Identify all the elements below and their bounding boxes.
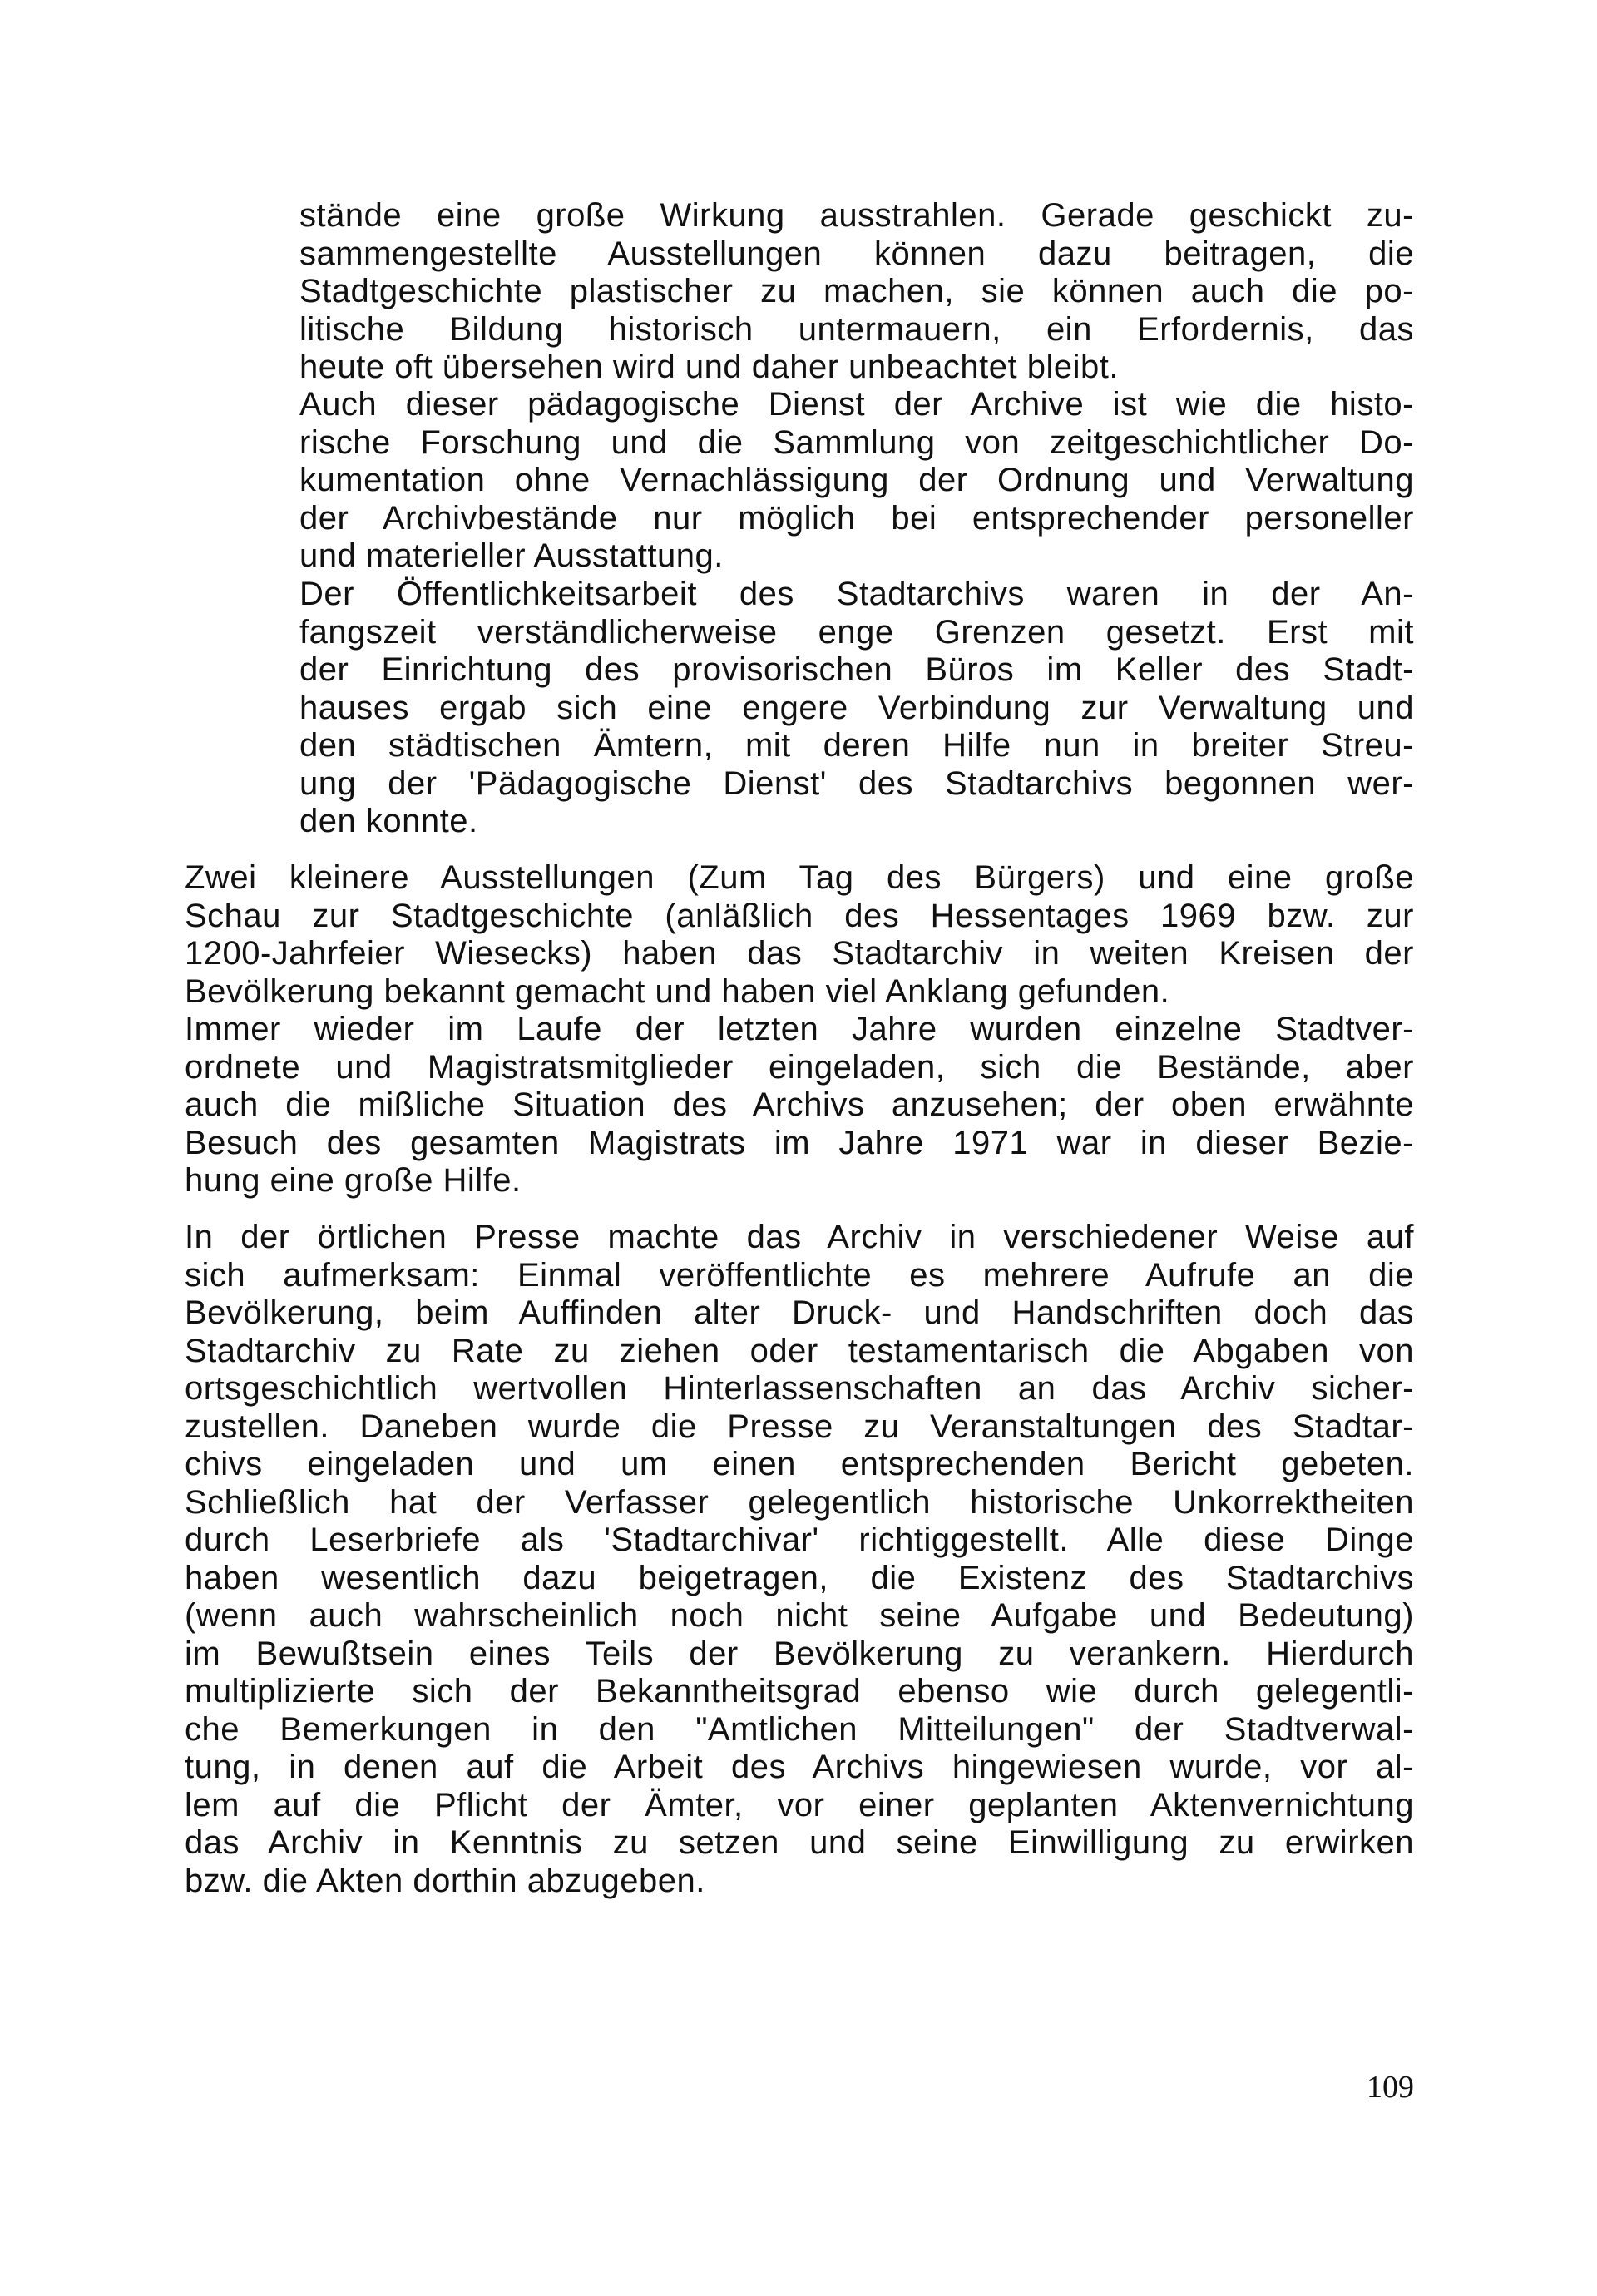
paragraph-pedagogical-service <box>299 386 1414 576</box>
text-line: lem auf die Pflicht der Ämter, vor einer geplanten Aktenvernichtung <box>185 1786 1414 1823</box>
text-line: heute oft übersehen wird und daher unbeachtet bleibt. <box>299 349 1119 385</box>
paragraph-two-exhibitions <box>185 859 1414 1011</box>
paragraph-public-relations <box>299 576 1414 841</box>
text-line: durch Leserbriefe als 'Stadtarchivar' richtiggestellt. Alle diese Dinge <box>185 1522 1414 1558</box>
text-line: haben wesentlich dazu beigetragen, die Existenz des Stadtarchivs <box>185 1559 1414 1596</box>
text-line: (wenn auch wahrscheinlich noch nicht seine Aufgabe und Bedeutung) <box>185 1597 1414 1634</box>
text-line: Zwei kleinere Ausstellungen (Zum Tag des Bürgers) und eine große <box>185 859 1414 896</box>
paragraph-council-visits <box>185 1011 1414 1200</box>
text-line: Stadtarchiv zu Rate zu ziehen oder testamentarisch die Abgaben von <box>185 1332 1414 1369</box>
text-line: stände eine große Wirkung ausstrahlen. Gerade geschickt zu- <box>299 197 1414 234</box>
text-line: zustellen. Daneben wurde die Presse zu Veranstaltungen des Stadtar- <box>185 1408 1414 1445</box>
text-line: ortsgeschichtlich wertvollen Hinterlassenschaften an das Archiv sicher- <box>185 1370 1414 1407</box>
text-line: Der Öffentlichkeitsarbeit des Stadtarchivs waren in der An- <box>299 576 1414 612</box>
text-line: sammengestellte Ausstellungen können dazu beitragen, die <box>299 235 1414 272</box>
text-line: hauses ergab sich eine engere Verbindung zur Verwaltung und <box>299 689 1414 726</box>
text-line: der Einrichtung des provisorischen Büros im Keller des Stadt- <box>299 651 1414 688</box>
text-line: tung, in denen auf die Arbeit des Archivs hingewiesen wurde, vor al- <box>185 1749 1414 1785</box>
text-line: im Bewußtsein eines Teils der Bevölkerung zu verankern. Hierdurch <box>185 1635 1414 1672</box>
text-line: Stadtgeschichte plastischer zu machen, sie können auch die po- <box>299 273 1414 309</box>
text-line: chivs eingeladen und um einen entsprechenden Bericht gebeten. <box>185 1446 1414 1482</box>
text-line: Immer wieder im Laufe der letzten Jahre wurden einzelne Stadtver- <box>185 1011 1414 1047</box>
paragraph-exhibitions-impact <box>299 197 1414 387</box>
text-line: rische Forschung und die Sammlung von zeitgeschichtlicher Do- <box>299 423 1414 461</box>
paragraph-local-press <box>185 1219 1414 1900</box>
text-line: hung eine große Hilfe. <box>185 1162 522 1199</box>
text-line: litische Bildung historisch untermauern, ein Erfordernis, das <box>299 310 1414 348</box>
text-line: In der örtlichen Presse machte das Archiv in verschiedener Weise auf <box>185 1219 1414 1255</box>
text-line: der Archivbestände nur möglich bei entsprechender personeller <box>299 499 1414 537</box>
text-line: ordnete und Magistratsmitglieder eingeladen, sich die Bestände, aber <box>185 1048 1414 1086</box>
text-line: Schau zur Stadtgeschichte (anläßlich des Hessentages 1969 bzw. zur <box>185 897 1414 934</box>
text-line: das Archiv in Kenntnis zu setzen und seine Einwilligung zu erwirken <box>185 1824 1414 1861</box>
text-line: multiplizierte sich der Bekanntheitsgrad ebenso wie durch gelegentli- <box>185 1673 1414 1710</box>
text-line: ung der 'Pädagogische Dienst' des Stadtarchivs begonnen wer- <box>299 765 1414 802</box>
text-line: Schließlich hat der Verfasser gelegentlich historische Unkorrektheiten <box>185 1483 1414 1521</box>
text-line: den städtischen Ämtern, mit deren Hilfe nun in breiter Streu- <box>299 727 1414 764</box>
text-line: den konnte. <box>299 803 478 839</box>
text-line: fangszeit verständlicherweise enge Grenzen gesetzt. Erst mit <box>299 613 1414 651</box>
text-line: Besuch des gesamten Magistrats im Jahre 1971 war in dieser Bezie- <box>185 1124 1414 1161</box>
text-line: che Bemerkungen in den "Amtlichen Mitteilungen" der Stadtverwal- <box>185 1710 1414 1748</box>
text-line: Auch dieser pädagogische Dienst der Archive ist wie die histo- <box>299 386 1414 423</box>
text-line: Bevölkerung, beim Auffinden alter Druck- und Handschriften doch das <box>185 1294 1414 1331</box>
text-line: Bevölkerung bekannt gemacht und haben viel Anklang gefunden. <box>185 972 1170 1010</box>
text-line: auch die mißliche Situation des Archivs anzusehen; der oben erwähnte <box>185 1086 1414 1123</box>
text-line: 1200-Jahrfeier Wiesecks) haben das Stadtarchiv in weiten Kreisen der <box>185 935 1414 972</box>
text-line: und materieller Ausstattung. <box>299 537 724 574</box>
text-line: sich aufmerksam: Einmal veröffentlichte es mehrere Aufrufe an die <box>185 1256 1414 1294</box>
text-line: bzw. die Akten dorthin abzugeben. <box>185 1862 705 1899</box>
page-number: 109 <box>1367 2070 1414 2105</box>
text-line: kumentation ohne Vernachlässigung der Ordnung und Verwaltung <box>299 462 1414 498</box>
